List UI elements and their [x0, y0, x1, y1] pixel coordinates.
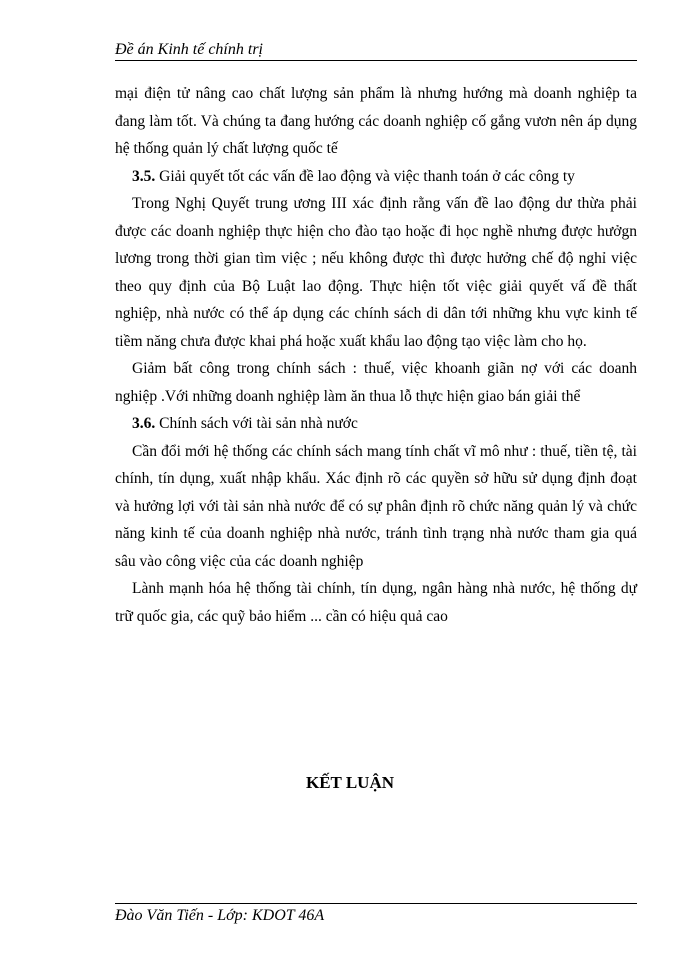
paragraph-finance: Lành mạnh hóa hệ thống tài chính, tín dụng, ngân hàng nhà nước, hệ thống dự trữ quốc gia, các quỹ bảo hiểm ... cần có hiệu quả cao	[115, 580, 637, 625]
section-3-5-heading	[115, 163, 637, 191]
section-3-6-heading	[115, 410, 637, 438]
section-number: 3.6.	[132, 415, 156, 432]
page-footer	[115, 906, 324, 926]
paragraph-labor: Trong Nghị Quyết trung ương III xác định rằng vấn đề lao động dư thừa phải được các doanh nghiệp thực hiện cho đào tạo hoặc đi học nghề nhưng được hưởgn lương trong thời gian tìm việc ; nếu không được thì được hưởng chế độ nghỉ việc theo quy định của Bộ Luật lao động. Thực hiện tốt việc giải quyết vấ đề thất nghiệp, nhà nước có thể áp dụng các chính sách di dân tới những khu vực kinh tế tiềm năng chưa được khai phá hoặc xuất khẩu lao động tạo việc làm cho họ.	[115, 195, 637, 350]
section-title: Chính sách với tài sản nhà nước	[159, 415, 358, 432]
page-header	[115, 40, 637, 61]
section-title: Giải quyết tốt các vấn đề lao động và việc thanh toán ở các công ty	[159, 167, 575, 185]
document-body	[115, 80, 637, 630]
header-title: Đề án Kinh tế chính trị	[115, 41, 263, 58]
paragraph-state-assets: Cần đổi mới hệ thống các chính sách mang tính chất vĩ mô như : thuế, tiền tệ, tài chính, tín dụng, xuất nhập khẩu. Xác định rõ các quyền sở hữu sử dụng định đoạt và hưởng lợi với tài sản nhà nước để có sự phân định rõ chức năng quản lý và chức năng kinh tế của doanh nghiệp nhà nước, tránh tình trạng nhà nước tham gia quá sâu vào công việc của các doanh nghiệp	[115, 442, 637, 570]
paragraph-tax-policy: Giảm bất công trong chính sách : thuế, việc khoanh giãn nợ với các doanh nghiệp .Với những doanh nghiệp làm ăn thua lỗ thực hiện giao bán giải thể	[115, 360, 637, 405]
footer-divider	[115, 903, 637, 904]
conclusion-heading: KẾT LUẬN	[305, 773, 394, 792]
paragraph-continuation: mại điện tử nâng cao chất lượng sản phẩm là nhưng hướng mà doanh nghiệp ta đang làm tốt. Và chúng ta đang hướng các doanh nghiệp cố gắng vươn nên áp dụng hệ thống quản lý chất lượng quốc tế	[115, 85, 637, 157]
section-number: 3.5.	[132, 167, 156, 185]
footer-author: Đào Văn Tiến - Lớp: KDOT 46A	[115, 907, 325, 924]
